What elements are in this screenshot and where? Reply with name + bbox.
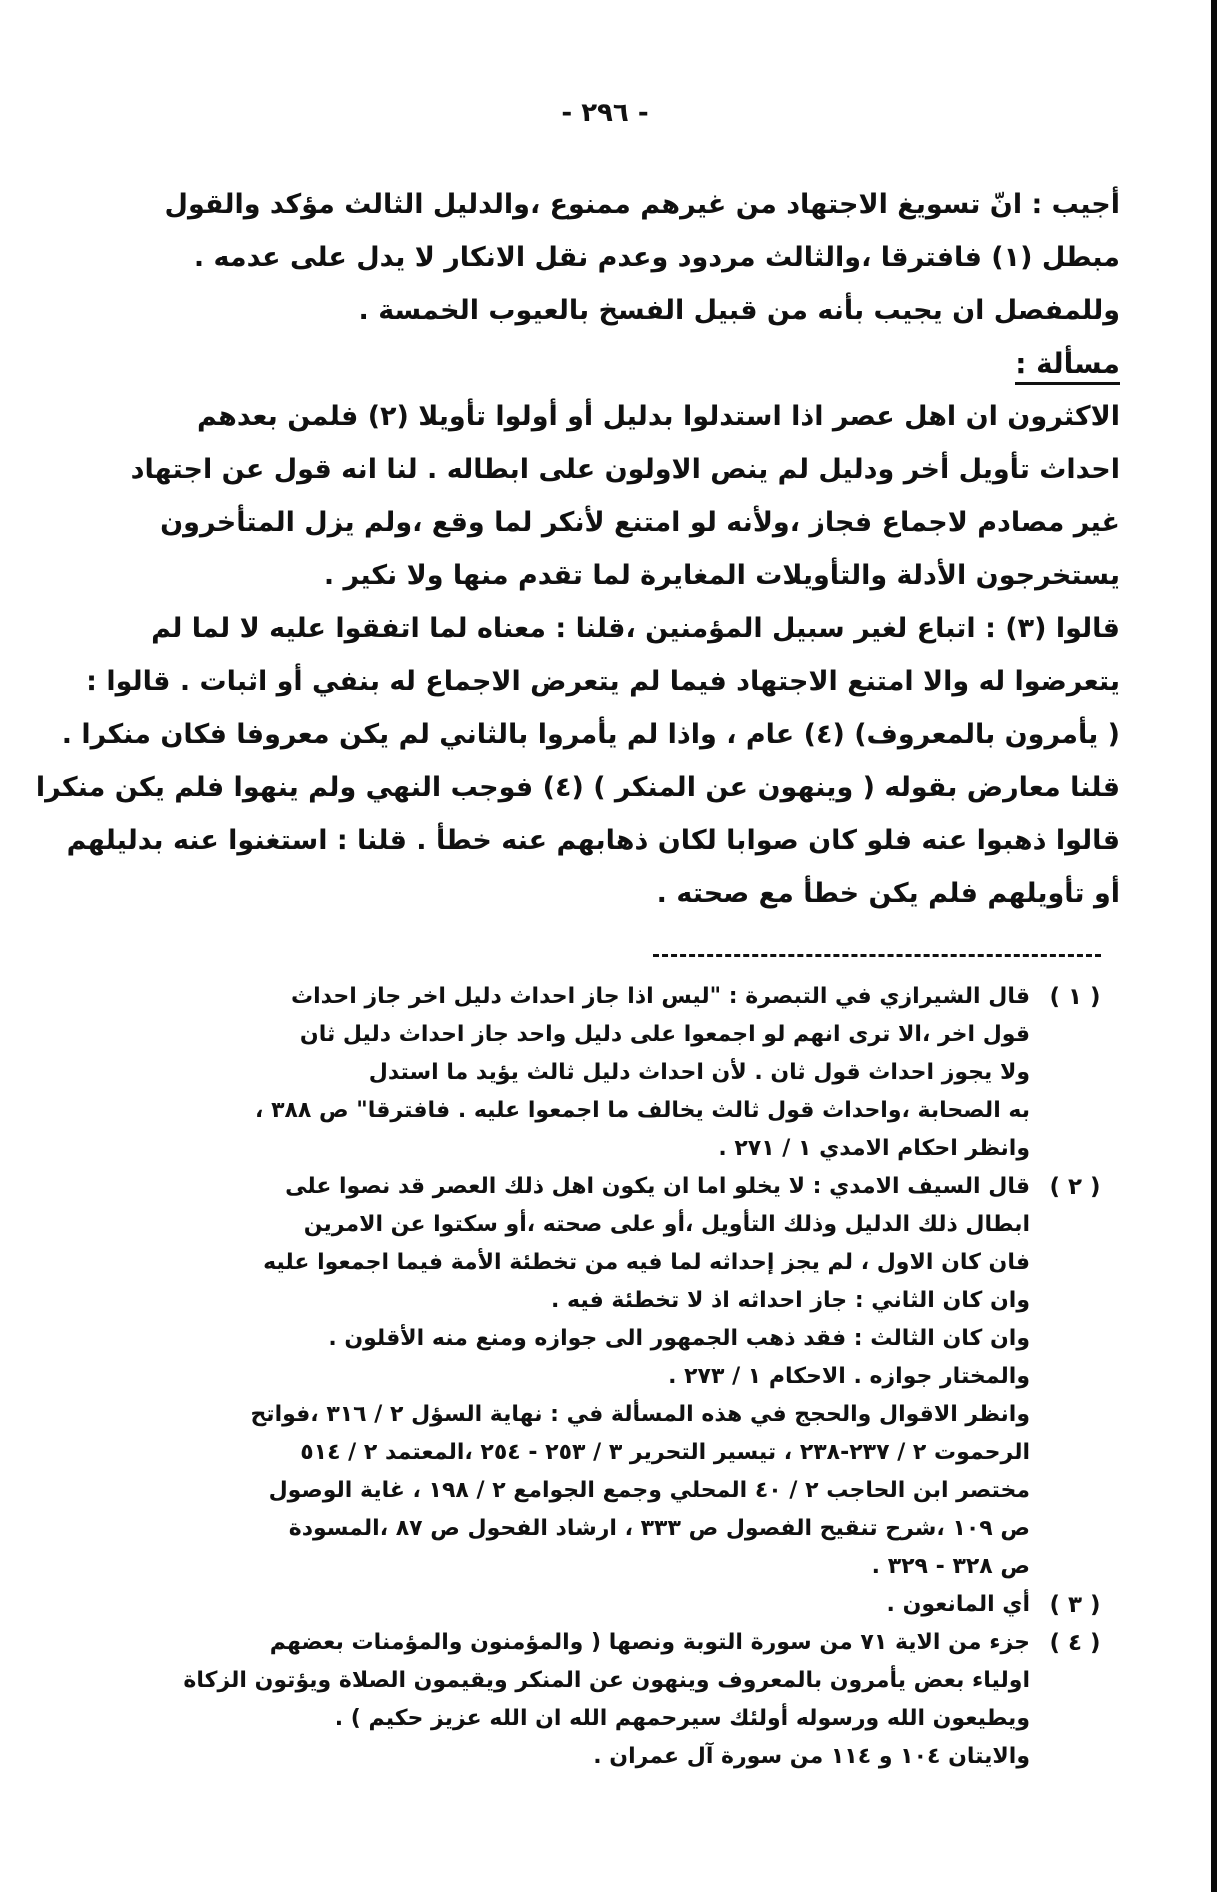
scan-edge (1211, 0, 1217, 1892)
text-line: أجيب : انّ تسويغ الاجتهاد من غيرهم ممنوع ،والدليل الثالث مؤكد والقول (164, 189, 1120, 220)
section-heading (165, 337, 1120, 390)
footnote-number: ( ٤ ) (1049, 1630, 1101, 1656)
page-number: - ٢٩٦ - (561, 98, 649, 128)
footnote-line: والمختار جوازه . الاحكام ١ / ٢٧٣ . (668, 1364, 1030, 1389)
footnote (140, 1168, 1120, 1586)
footnote-line: ولا يجوز احداث قول ثان . لأن احداث دليل ثالث يؤيد ما استدل (368, 1060, 1030, 1085)
footnote-line: اولياء بعض يأمرون بالمعروف وينهون عن المنكر ويقيمون الصلاة ويؤتون الزكاة (183, 1668, 1030, 1693)
footnote-line: ابطال ذلك الدليل وذلك التأويل ،أو على صحته ،أو سكتوا عن الامرين (303, 1212, 1030, 1237)
text-line: قالوا (٣) : اتباع لغير سبيل المؤمنين ،قلنا : معناه لما اتفقوا عليه لا لما لم (151, 613, 1120, 644)
footnote (140, 1586, 1120, 1624)
text-line: غير مصادم لاجماع فجاز ،ولأنه لو امتنع لأنكر لما وقع ،ولم يزل المتأخرون (160, 507, 1120, 538)
footnote-number: ( ١ ) (1049, 984, 1101, 1010)
footnote-line: وان كان الثالث : فقد ذهب الجمهور الى جوازه ومنع منه الأقلون . (328, 1326, 1030, 1351)
text-line: يستخرجون الأدلة والتأويلات المغايرة لما تقدم منها ولا نكير . (323, 560, 1120, 591)
section-heading-text: مسألة : (1015, 347, 1120, 385)
footnote-line: ص ٣٢٨ - ٣٢٩ . (871, 1554, 1030, 1579)
footnote-line: الرحموت ٢ / ٢٣٧-٢٣٨ ، تيسير التحرير ٣ / ٢٥٣ - ٢٥٤ ،المعتمد ٢ / ٥١٤ (300, 1440, 1030, 1465)
text-line: مبطل (١) فافترقا ،والثالث مردود وعدم نقل الانكار لا يدل على عدمه . (193, 242, 1120, 273)
footnote-line: والايتان ١٠٤ و ١١٤ من سورة آل عمران . (593, 1744, 1030, 1769)
text-line: يتعرضوا له والا امتنع الاجتهاد فيما لم يتعرض الاجماع له بنفي أو اثبات . قالوا : (86, 666, 1120, 697)
text-line: قلنا معارض بقوله ( وينهون عن المنكر ) (٤) فوجب النهي ولم ينهوا فلم يكن منكرا (35, 772, 1120, 803)
footnote-line: وانظر احكام الامدي ١ / ٢٧١ . (718, 1136, 1030, 1161)
footnote-line: فان كان الاول ، لم يجز إحداثه لما فيه من تخطئة الأمة فيما اجمعوا عليه (263, 1250, 1030, 1275)
footnote-separator (653, 954, 1101, 957)
footnotes (140, 978, 1120, 1776)
footnote-line: قال الشيرازي في التبصرة : "ليس اذا جاز احداث دليل اخر جاز احداث (291, 984, 1030, 1009)
footnote (140, 1624, 1120, 1776)
footnote-line: وانظر الاقوال والحجج في هذه المسألة في : نهاية السؤل ٢ / ٣١٦ ،فواتح (250, 1402, 1030, 1427)
text-line: أو تأويلهم فلم يكن خطأ مع صحته . (656, 878, 1120, 909)
text-line: الاكثرون ان اهل عصر اذا استدلوا بدليل أو أولوا تأويلا (٢) فلمن بعدهم (196, 401, 1120, 432)
footnote-line: قول اخر ،الا ترى انهم لو اجمعوا على دليل واحد جاز احداث دليل ثان (299, 1022, 1030, 1047)
footnote-line: ويطيعون الله ورسوله أولئك سيرحمهم الله ان الله عزيز حكيم ) . (334, 1706, 1030, 1731)
footnote-number: ( ٢ ) (1049, 1174, 1101, 1200)
footnote-line: مختصر ابن الحاجب ٢ / ٤٠ المحلي وجمع الجوامع ٢ / ١٩٨ ، غاية الوصول (268, 1478, 1030, 1503)
footnote-line: ص ١٠٩ ،شرح تنقيح الفصول ص ٣٣٣ ، ارشاد الفحول ص ٨٧ ،المسودة (288, 1516, 1030, 1541)
text-line: قالوا ذهبوا عنه فلو كان صوابا لكان ذهابهم عنه خطأ . قلنا : استغنوا عنه بدليلهم (66, 825, 1120, 856)
footnote-line: جزء من الاية ٧١ من سورة التوبة ونصها ( والمؤمنون والمؤمنات بعضهم (269, 1630, 1030, 1655)
text-line: وللمفصل ان يجيب بأنه من قبيل الفسخ بالعيوب الخمسة . (358, 295, 1120, 326)
main-text (35, 178, 1120, 920)
footnote-line: وان كان الثاني : جاز احداثه اذ لا تخطئة فيه . (551, 1288, 1030, 1313)
text-line: ( يأمرون بالمعروف) (٤) عام ، واذا لم يأمروا بالثاني لم يكن معروفا فكان منكرا . (61, 719, 1120, 750)
footnote-line: أي المانعون . (886, 1592, 1030, 1617)
footnote-line: به الصحابة ،واحداث قول ثالث يخالف ما اجمعوا عليه . فافترقا" ص ٣٨٨ ، (255, 1098, 1030, 1123)
footnote-line: قال السيف الامدي : لا يخلو اما ان يكون اهل ذلك العصر قد نصوا على (285, 1174, 1030, 1199)
footnote-number: ( ٣ ) (1049, 1592, 1101, 1618)
text-line: احداث تأويل أخر ودليل لم ينص الاولون على ابطاله . لنا انه قول عن اجتهاد (130, 454, 1120, 485)
footnote (140, 978, 1120, 1168)
